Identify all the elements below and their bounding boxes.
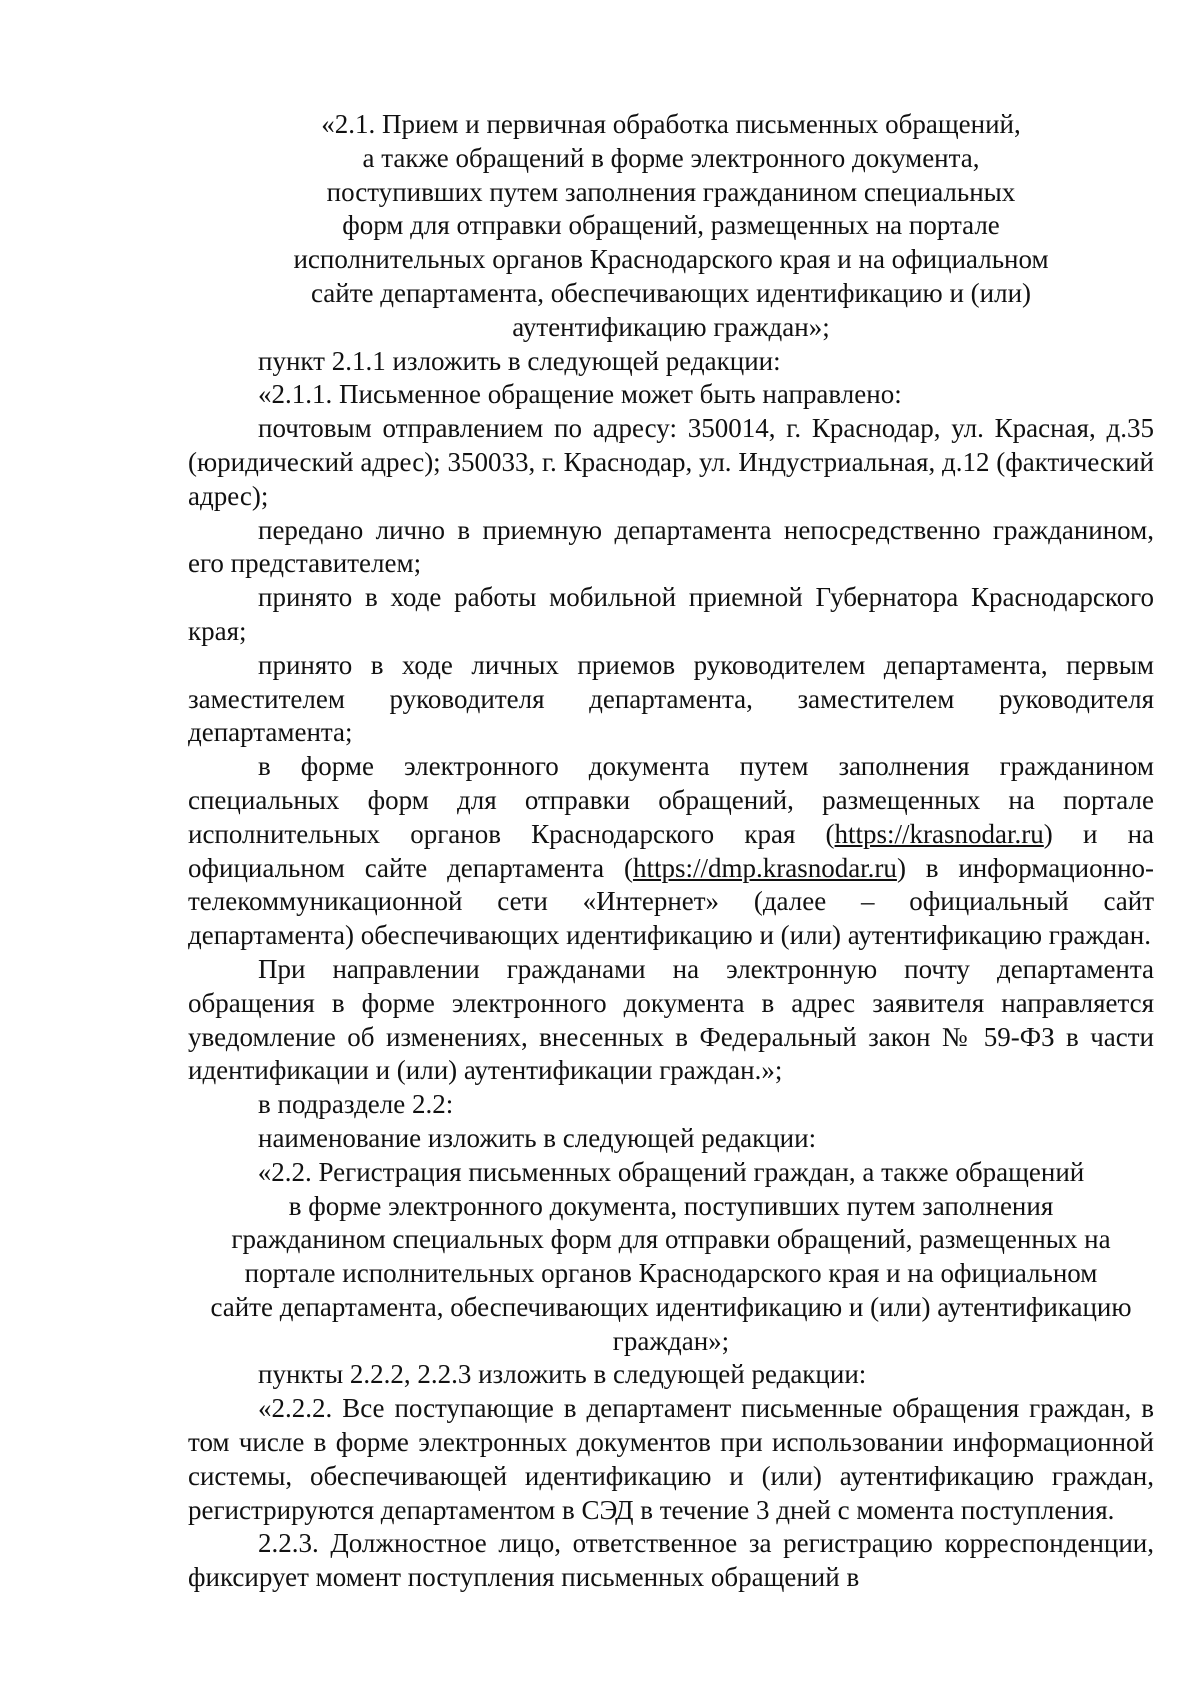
heading-line: исполнительных органов Краснодарского края и на официальном xyxy=(293,244,1049,275)
heading-line: гражданином специальных форм для отправки обращений, размещенных на xyxy=(231,1224,1111,1255)
paragraph-clause-2-2-2: «2.2.2. Все поступающие в департамент письменные обращения граждан, в том числе в форме электронных документов при использовании информационной системы, обеспечивающей идентификацию и (или) аутентификацию граждан, регистрируются департаментом в СЭД в течение 3 дней с момента поступления. xyxy=(188,1393,1154,1525)
paragraph: в подразделе 2.2: xyxy=(258,1089,454,1120)
section-heading-2-1 xyxy=(188,108,1154,345)
paragraph-in-person: передано лично в приемную департамента непосредственно гражданином, его представителем; xyxy=(188,514,1154,579)
heading-line: «2.1. Прием и первичная обработка письменных обращений, xyxy=(321,109,1021,139)
text-fragment: в форме электронного документа путем заполнения гражданином специальных форм для отправки обращений, размещенных на портале исполнительных органов Краснодарского края ( xyxy=(188,751,1154,849)
paragraph-email-notice: При направлении гражданами на электронную почту департамента обращения в форме электронного документа в адрес заявителя направляется уведомление об изменениях, внесенных в Федеральный закон № 59-ФЗ в части идентификации и (или) аутентификации граждан.»; xyxy=(188,953,1154,1086)
paragraph: пункт 2.1.1 изложить в следующей редакции: xyxy=(258,345,781,376)
heading-line: а также обращений в форме электронного документа, xyxy=(362,142,980,173)
heading-line: «2.2. Регистрация письменных обращений граждан, а также обращений xyxy=(257,1156,1085,1187)
text-fragment: ) и на официальном сайте департамента ( xyxy=(188,818,1155,883)
heading-line: граждан»; xyxy=(612,1325,730,1356)
heading-line: поступивших путем заполнения гражданином специальных xyxy=(326,176,1016,207)
heading-line: в форме электронного документа, поступивших путем заполнения xyxy=(288,1190,1054,1221)
heading-line: форм для отправки обращений, размещенных на портале xyxy=(342,210,1000,241)
heading-line: аутентификацию граждан»; xyxy=(512,311,830,342)
paragraph: наименование изложить в следующей редакции: xyxy=(258,1122,817,1153)
paragraph-mobile-reception: принято в ходе работы мобильной приемной Губернатора Краснодарского края; xyxy=(188,582,1154,646)
heading-line: сайте департамента, обеспечивающих идентификацию и (или) xyxy=(310,277,1032,308)
paragraph-personal-reception: принято в ходе личных приемов руководителем департамента, первым заместителем руководителя департамента, заместителем руководителя департамента; xyxy=(188,649,1154,748)
document-body xyxy=(188,108,1154,1595)
paragraph: пункты 2.2.2, 2.2.3 изложить в следующей редакции: xyxy=(258,1359,867,1390)
text-fragment: ) в информационно-телекоммуникационной сети «Интернет» (далее – официальный сайт департамента) обеспечивающих идентификацию и (или) аутентификацию граждан. xyxy=(188,852,1155,951)
paragraph: «2.1.1. Письменное обращение может быть направлено: xyxy=(258,379,902,410)
link-department-site[interactable]: https://dmp.krasnodar.ru xyxy=(632,852,897,883)
section-heading-2-2 xyxy=(188,1156,1154,1359)
link-krasnodar-portal[interactable]: https://krasnodar.ru xyxy=(834,818,1044,849)
paragraph-electronic-form xyxy=(188,750,1154,953)
heading-line: сайте департамента, обеспечивающих идентификацию и (или) аутентификацию xyxy=(210,1291,1132,1322)
heading-line: портале исполнительных органов Краснодарского края и на официальном xyxy=(244,1258,1098,1289)
paragraph-clause-2-2-3: 2.2.3. Должностное лицо, ответственное за регистрацию корреспонденции, фиксирует момент поступления письменных обращений в xyxy=(188,1528,1154,1593)
paragraph-postal-address: почтовым отправлением по адресу: 350014, г. Краснодар, ул. Красная, д.35 (юридический адрес); 350033, г. Краснодар, ул. Индустриальная, д.12 (фактический адрес); xyxy=(188,413,1154,511)
